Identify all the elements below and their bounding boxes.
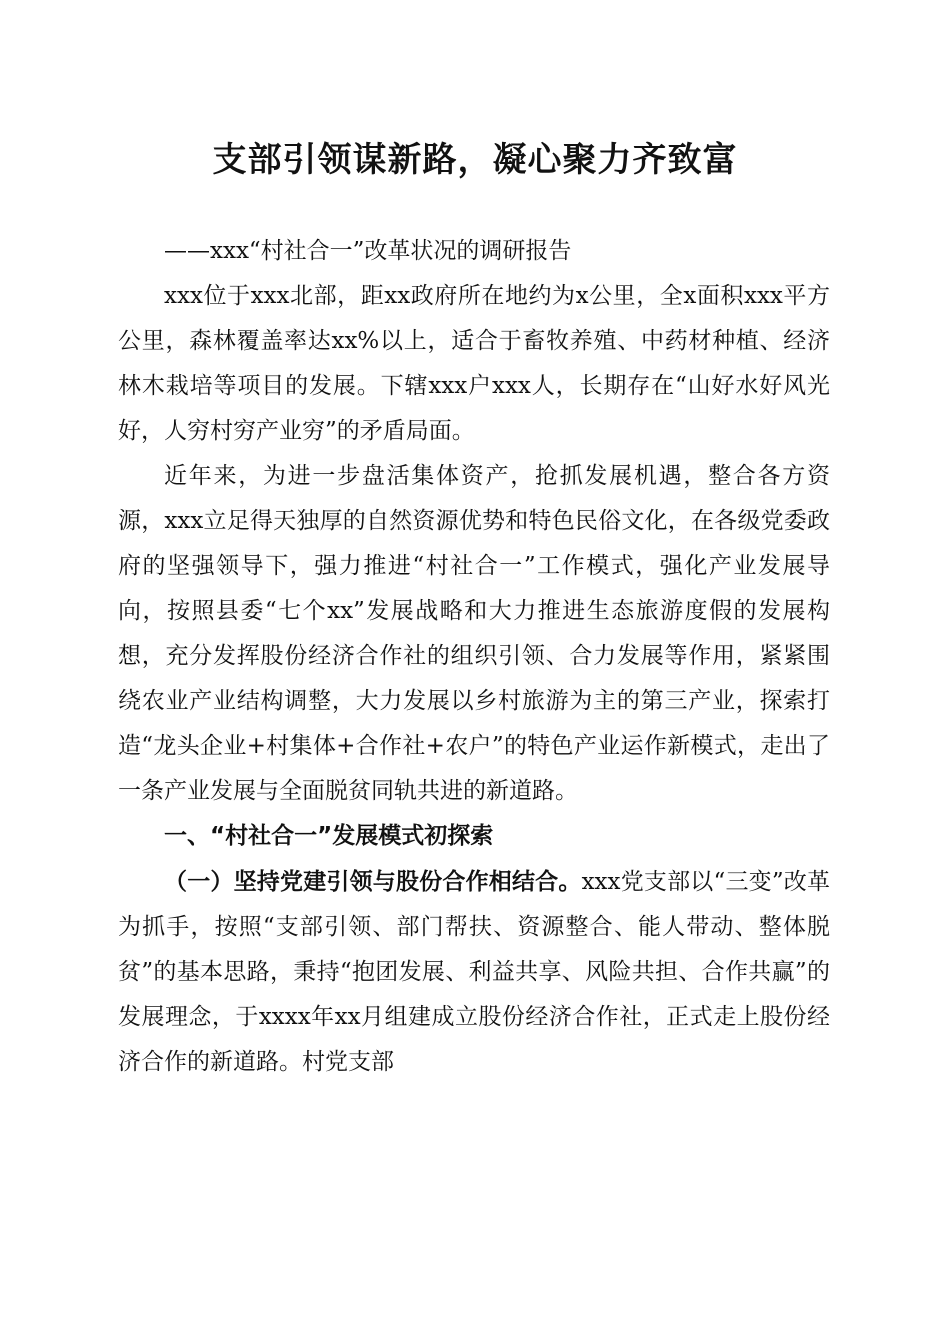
document-title: 支部引领谋新路，凝心聚力齐致富 (212, 140, 738, 180)
section-1-1-text: xxx党支部以“三变”改革为抓手，按照“支部引领、部门帮扶、资源整合、能人带动、整体脱贫”的基本思路，秉持“抱团发展、利益共享、风险共担、合作共赢”的发展理念，于xxxx年xx月组建成立股份经济合作社，正式走上股份经济合作的新道路。村党支部 (118, 869, 830, 1075)
paragraph-background: 近年来，为进一步盘活集体资产，抢抓发展机遇，整合各方资源，xxx立足得天独厚的自然资源优势和特色民俗文化，在各级党委政府的坚强领导下，强力推进“村社合一”工作模式，强化产业发展导向，按照县委“七个xx”发展战略和大力推进生态旅游度假的发展构想，充分发挥股份经济合作社的组织引领、合力发展等作用，紧紧围绕农业产业结构调整，大力发展以乡村旅游为主的第三产业，探索打造“龙头企业+村集体+合作社+农户”的特色产业运作新模式，走出了一条产业发展与全面脱贫同轨共进的新道路。 (118, 463, 830, 804)
paragraph-section-1-1 (118, 859, 830, 1085)
document-body (118, 229, 830, 1085)
document-subtitle: ——xxx“村社合一”改革状况的调研报告 (164, 238, 572, 264)
paragraph-intro: xxx位于xxx北部，距xx政府所在地约为x公里，全x面积xxx平方公里，森林覆盖率达xx%以上，适合于畜牧养殖、中药材种植、经济林木栽培等项目的发展。下辖xxx户xxx人，长期存在“山好水好风光好，人穷村穷产业穷”的矛盾局面。 (118, 283, 830, 444)
section-heading-1: 一、“村社合一”发展模式初探索 (164, 823, 494, 849)
section-1-1-lead: （一）坚持党建引领与股份合作相结合。 (164, 868, 582, 895)
